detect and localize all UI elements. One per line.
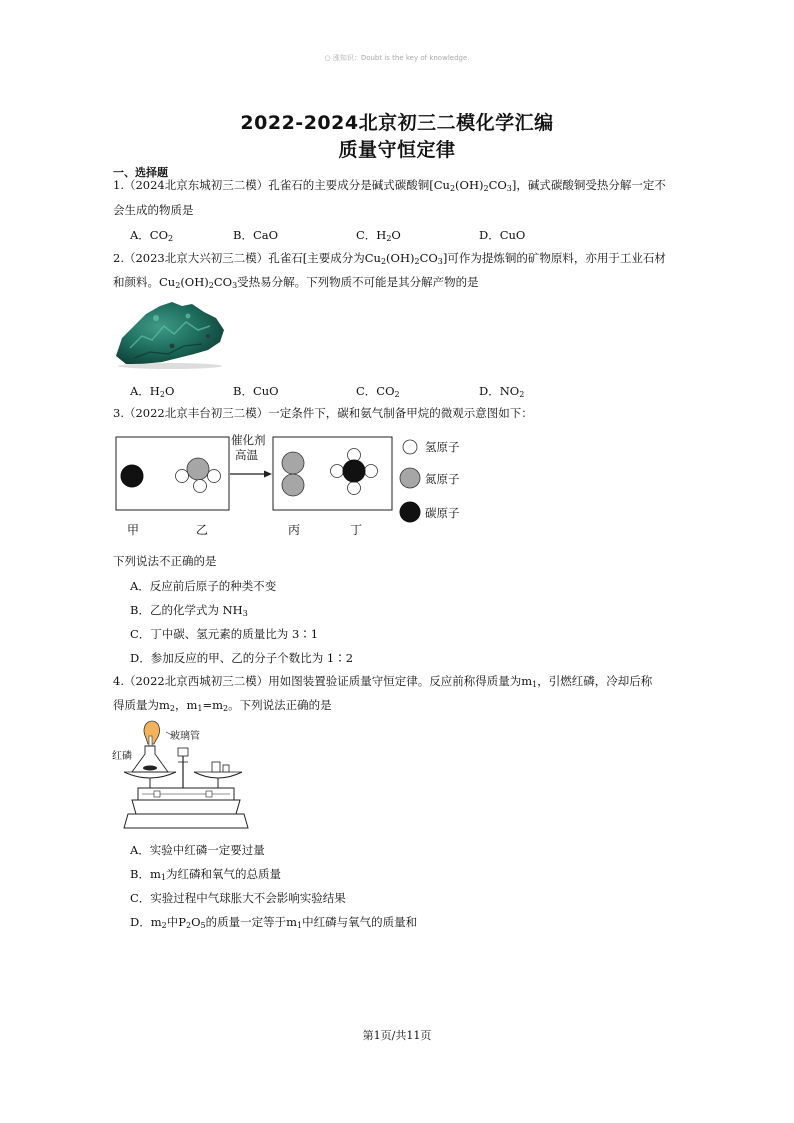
q1-option-d[interactable]: D．CuO xyxy=(479,228,526,242)
q2-option-a[interactable]: A．$H_2O$ xyxy=(130,384,175,399)
legend-hydrogen-swatch xyxy=(403,440,417,454)
legend-carbon-label: 碳原子 xyxy=(425,506,460,520)
q2-option-d[interactable]: D．$NO_2$ xyxy=(479,384,525,399)
q3-option-c[interactable]: C．丁中碳、氢元素的质量比为 3∶1 xyxy=(130,627,319,641)
q2-option-b[interactable]: B．CuO xyxy=(233,384,279,398)
legend-carbon-swatch xyxy=(400,502,420,522)
q3-prompt: 下列说法不正确的是 xyxy=(113,554,217,568)
malachite-image xyxy=(112,296,227,370)
nitrogen-atom xyxy=(282,474,304,496)
q2-option-c[interactable]: C．$CO_2$ xyxy=(356,384,400,399)
q4-stem-line1: 4.（2022北京西城初三二模）用如图装置验证质量守恒定律。反应前称得质量为$m_1$，引燃红磷，冷却后称 xyxy=(113,674,653,689)
q3-stem: 3.（2022北京丰台初三二模）一定条件下，碳和氨气制备甲烷的微观示意图如下： xyxy=(113,406,533,420)
page-title: 2022-2024北京初三二模化学汇编 xyxy=(240,112,554,134)
legend-nitrogen-label: 氮原子 xyxy=(425,472,460,486)
hydrogen-atom xyxy=(194,480,207,493)
q1-option-c[interactable]: C．$H_2O$ xyxy=(356,228,401,243)
carbon-atom xyxy=(121,465,143,487)
label-glass-tube: 玻璃管 xyxy=(170,731,200,742)
q2-stem-line1: 2.（2023北京大兴初三二模）孔雀石[主要成分为$Cu_2(OH)_2CO_3$]可作为提炼铜的矿物原料，亦用于工业石材 xyxy=(113,251,666,266)
q2-stem-line2: 和颜料。$Cu_2(OH)_2CO_3$受热易分解。下列物质不可能是其分解产物的是 xyxy=(113,275,479,290)
nitrogen-atom xyxy=(282,452,304,474)
label-bing: 丙 xyxy=(288,523,301,537)
hydrogen-atom xyxy=(176,470,189,483)
label-ding: 丁 xyxy=(350,523,363,537)
hydrogen-atom xyxy=(208,470,221,483)
legend-hydrogen-label: 氢原子 xyxy=(425,440,460,454)
q1-stem-line2: 会生成的物质是 xyxy=(113,203,194,217)
q4-stem-line2: 得质量为$m_2$，$m_1=m_2$。下列说法正确的是 xyxy=(113,698,332,713)
q3-option-d[interactable]: D．参加反应的甲、乙的分子个数比为 1∶2 xyxy=(130,651,354,665)
section-heading: 一、选择题 xyxy=(113,166,168,179)
label-red-phosphorus: 红磷 xyxy=(112,751,132,762)
header-note: ○ 涨知识：Doubt is the key of knowledge. xyxy=(324,54,470,62)
q3-option-b[interactable]: B．乙的化学式为 $NH_3$ xyxy=(130,603,248,618)
hydrogen-atom xyxy=(365,465,378,478)
arrow-condition-top: 催化剂 xyxy=(231,433,266,447)
q1-option-a[interactable]: A．$CO_2$ xyxy=(130,228,174,243)
q4-option-b[interactable]: B．$m_1$为红磷和氧气的总质量 xyxy=(130,867,281,882)
label-jia: 甲 xyxy=(127,523,140,537)
q4-option-a[interactable]: A．实验中红磷一定要过量 xyxy=(130,843,265,857)
q4-option-c[interactable]: C．实验过程中气球胀大不会影响实验结果 xyxy=(130,891,346,905)
label-yi: 乙 xyxy=(196,523,209,537)
q1-option-b[interactable]: B．CaO xyxy=(233,228,279,242)
arrow-condition-bottom: 高温 xyxy=(235,448,258,462)
page-subtitle: 质量守恒定律 xyxy=(338,139,456,161)
page-footer: 第1页/共11页 xyxy=(362,1029,432,1042)
q1-stem-line1: 1.（2024北京东城初三二模）孔雀石的主要成分是碱式碳酸铜$[Cu_2(OH)_2CO_3]$，碱式碳酸铜受热分解一定不 xyxy=(113,178,666,193)
q4-option-d[interactable]: D．$m_2$中$P_2O_5$的质量一定等于$m_1$中红磷与氧气的质量和 xyxy=(130,915,418,930)
carbon-atom xyxy=(343,460,365,482)
legend-nitrogen-swatch xyxy=(400,468,420,488)
hydrogen-atom xyxy=(348,482,361,495)
q3-option-a[interactable]: A．反应前后原子的种类不变 xyxy=(130,579,277,593)
hydrogen-atom xyxy=(331,465,344,478)
nitrogen-atom xyxy=(187,458,209,480)
